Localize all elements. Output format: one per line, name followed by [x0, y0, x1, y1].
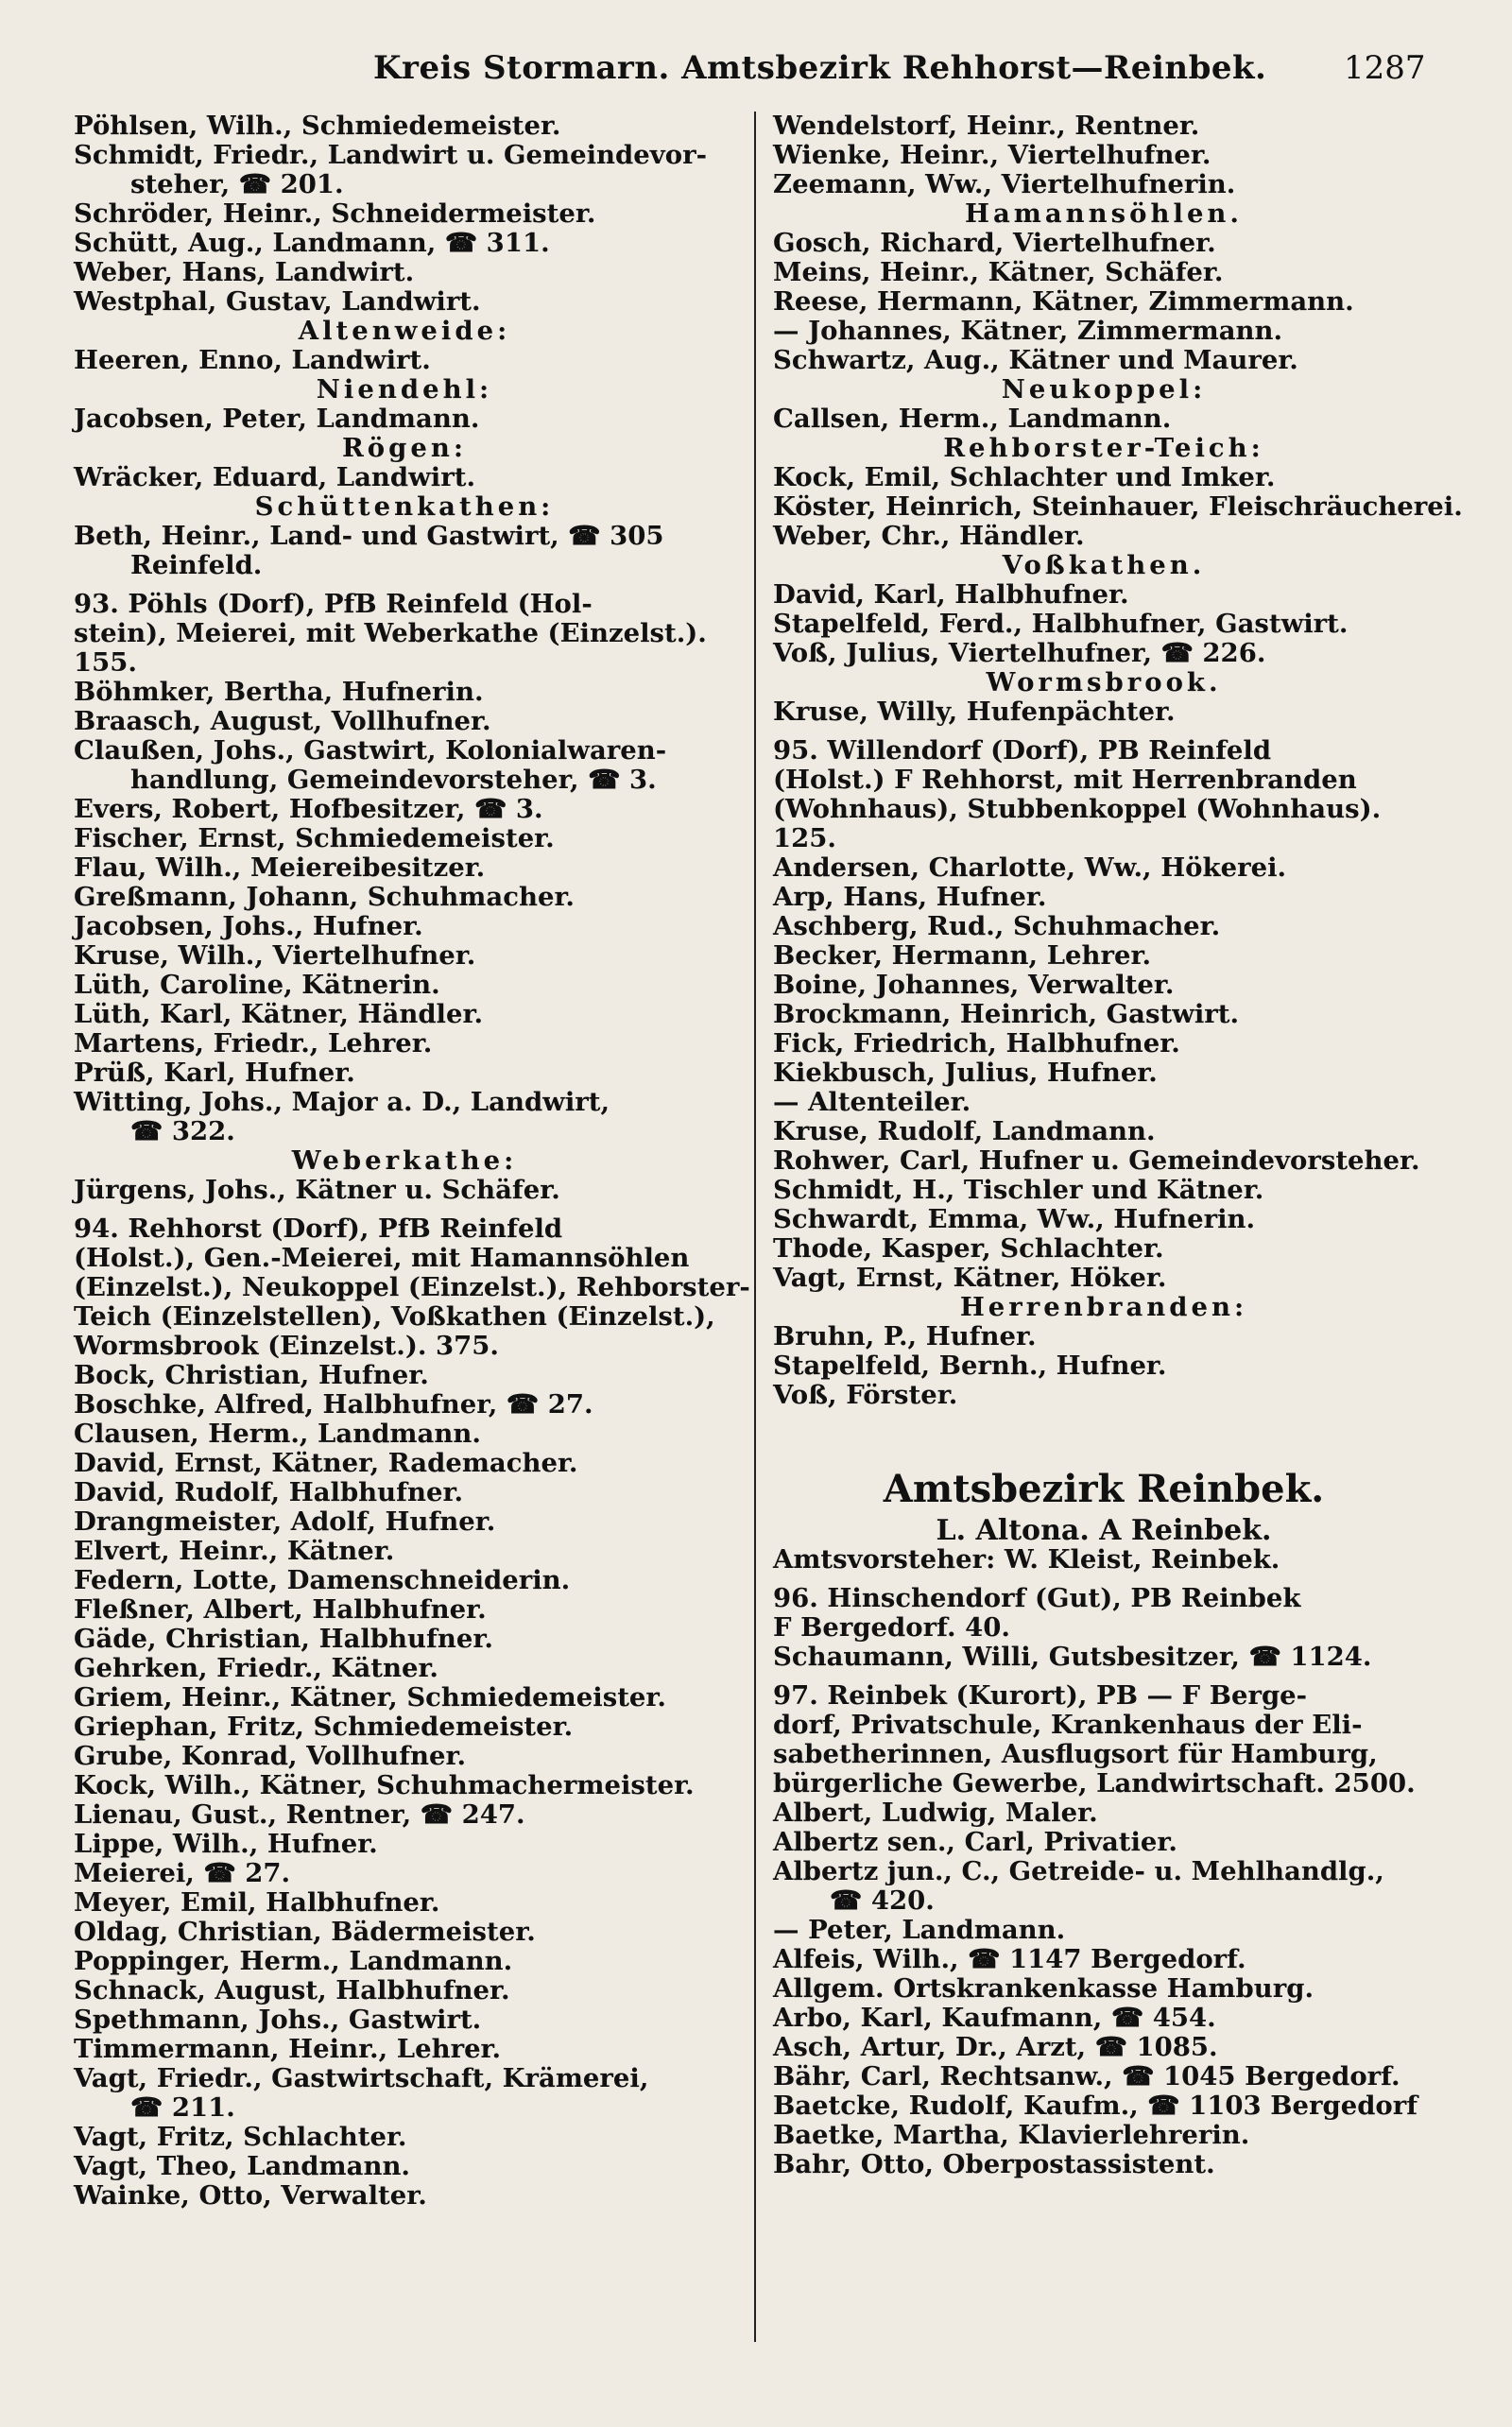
directory-line: Grube, Konrad, Vollhufner. [74, 1741, 467, 1771]
directory-line: (Einzelst.), Neukoppel (Einzelst.), Rehborster- [74, 1272, 750, 1302]
directory-line: Meyer, Emil, Halbhufner. [74, 1887, 440, 1918]
locality-heading: Voßkathen. [1002, 550, 1206, 580]
directory-line: Flau, Wilh., Meiereibesitzer. [74, 852, 486, 883]
locality-heading: Herrenbranden: [959, 1292, 1248, 1322]
directory-line: Gosch, Richard, Viertelhufner. [773, 228, 1216, 258]
directory-line: Baetcke, Rudolf, Kaufm., ☎ 1103 Bergedorf [773, 2091, 1418, 2121]
directory-line: Meierei, ☎ 27. [74, 1858, 291, 1888]
directory-line: Reese, Hermann, Kätner, Zimmermann. [773, 286, 1354, 317]
directory-line: Reinfeld. [130, 550, 263, 580]
directory-line: Rohwer, Carl, Hufner u. Gemeindevorsteher. [773, 1145, 1420, 1176]
directory-line: Kruse, Wilh., Viertelhufner. [74, 940, 476, 971]
directory-line: Weber, Hans, Landwirt. [74, 257, 415, 287]
directory-line: Meins, Heinr., Kätner, Schäfer. [773, 257, 1224, 287]
locality-heading: Rehborster-Teich: [943, 433, 1264, 463]
directory-line: Fleßner, Albert, Halbhufner. [74, 1594, 487, 1625]
directory-line: Spethmann, Johs., Gastwirt. [74, 2005, 482, 2035]
directory-line: (Holst.), Gen.-Meierei, mit Hamannsöhlen [74, 1243, 690, 1273]
directory-line: Bock, Christian, Hufner. [74, 1360, 429, 1390]
directory-line: Weber, Chr., Händler. [773, 521, 1085, 551]
directory-line: Albertz jun., C., Getreide- u. Mehlhandlg., [773, 1856, 1384, 1886]
directory-line: Voß, Julius, Viertelhufner, ☎ 226. [773, 638, 1266, 668]
directory-line: Arp, Hans, Hufner. [773, 882, 1047, 912]
directory-line: Lüth, Karl, Kätner, Händler. [74, 999, 484, 1029]
directory-line: Witting, Johs., Major a. D., Landwirt, [74, 1087, 610, 1117]
directory-line: Martens, Friedr., Lehrer. [74, 1028, 433, 1059]
directory-line: Lippe, Wilh., Hufner. [74, 1829, 378, 1859]
locality-heading: Hamannsöhlen. [964, 198, 1244, 229]
directory-line: Lüth, Caroline, Kätnerin. [74, 970, 440, 1000]
directory-line: Griephan, Fritz, Schmiedemeister. [74, 1712, 574, 1742]
locality-heading: Wormsbrook. [986, 667, 1222, 697]
directory-line: Greßmann, Johann, Schuhmacher. [74, 882, 575, 912]
directory-line: Thode, Kasper, Schlachter. [773, 1233, 1164, 1264]
place-entry-heading: 97. Reinbek (Kurort), PB — F Berge- [773, 1680, 1308, 1711]
directory-line: 155. [74, 647, 137, 678]
directory-line: David, Ernst, Kätner, Rademacher. [74, 1448, 578, 1478]
directory-line: F Bergedorf. 40. [773, 1612, 1010, 1643]
directory-line: (Wohnhaus), Stubbenkoppel (Wohnhaus). [773, 794, 1382, 824]
place-entry-heading: 95. Willendorf (Dorf), PB Reinfeld [773, 735, 1272, 766]
directory-line: David, Karl, Halbhufner. [773, 579, 1129, 610]
directory-line: Westphal, Gustav, Landwirt. [74, 286, 481, 317]
running-title: Kreis Stormarn. Amtsbezirk Rehhorst—Reinbek. [373, 49, 1267, 87]
directory-line: Schmidt, Friedr., Landwirt u. Gemeindevor- [74, 140, 707, 170]
directory-line: Braasch, August, Vollhufner. [74, 706, 491, 736]
directory-line: Schwartz, Aug., Kätner und Maurer. [773, 345, 1298, 375]
column-divider [754, 112, 756, 2342]
directory-line: Elvert, Heinr., Kätner. [74, 1536, 395, 1566]
directory-line: Boschke, Alfred, Halbhufner, ☎ 27. [74, 1389, 593, 1420]
directory-line: Wendelstorf, Heinr., Rentner. [773, 111, 1200, 141]
directory-line: Voß, Förster. [773, 1380, 958, 1410]
directory-line: Baetke, Martha, Klavierlehrerin. [773, 2120, 1250, 2150]
directory-line: Timmermann, Heinr., Lehrer. [74, 2034, 502, 2064]
directory-line: Schröder, Heinr., Schneidermeister. [74, 198, 596, 229]
directory-line: stein), Meierei, mit Weberkathe (Einzelst.). [74, 618, 707, 648]
directory-line: Fick, Friedrich, Halbhufner. [773, 1028, 1180, 1059]
directory-line: Gehrken, Friedr., Kätner. [74, 1653, 438, 1683]
directory-line: — Peter, Landmann. [773, 1915, 1066, 1945]
directory-line: Kock, Wilh., Kätner, Schuhmachermeister. [74, 1770, 695, 1800]
directory-line: Prüß, Karl, Hufner. [74, 1058, 355, 1088]
directory-line: Vagt, Theo, Landmann. [74, 2151, 411, 2181]
directory-line: Andersen, Charlotte, Ww., Hökerei. [773, 852, 1287, 883]
directory-line: Wienke, Heinr., Viertelhufner. [773, 140, 1211, 170]
locality-heading: Schüttenkathen: [254, 491, 555, 522]
directory-line: Vagt, Fritz, Schlachter. [74, 2122, 407, 2152]
directory-line: (Holst.) F Rehhorst, mit Herrenbranden [773, 765, 1357, 795]
directory-line: Wräcker, Eduard, Landwirt. [74, 462, 476, 492]
directory-line: ☎ 420. [830, 1885, 935, 1916]
directory-line: Fischer, Ernst, Schmiedemeister. [74, 823, 555, 853]
directory-line: Boine, Johannes, Verwalter. [773, 970, 1175, 1000]
directory-line: Gäde, Christian, Halbhufner. [74, 1624, 493, 1654]
directory-line: Drangmeister, Adolf, Hufner. [74, 1506, 496, 1537]
directory-line: David, Rudolf, Halbhufner. [74, 1477, 464, 1507]
directory-line: Callsen, Herm., Landmann. [773, 404, 1172, 434]
place-entry-heading: 94. Rehhorst (Dorf), PfB Reinfeld [74, 1214, 563, 1244]
directory-line: Schmidt, H., Tischler und Kätner. [773, 1175, 1264, 1205]
directory-line: Albert, Ludwig, Maler. [773, 1798, 1098, 1828]
directory-line: Griem, Heinr., Kätner, Schmiedemeister. [74, 1682, 666, 1713]
directory-line: Vagt, Friedr., Gastwirtschaft, Krämerei, [74, 2063, 649, 2093]
directory-line: Wormsbrook (Einzelst.). 375. [74, 1331, 499, 1361]
directory-line: Kock, Emil, Schlachter und Imker. [773, 462, 1276, 492]
directory-line: Jacobsen, Johs., Hufner. [74, 911, 423, 941]
directory-line: Vagt, Ernst, Kätner, Höker. [773, 1263, 1167, 1293]
directory-line: Lienau, Gust., Rentner, ☎ 247. [74, 1799, 525, 1830]
directory-line: 125. [773, 823, 836, 853]
directory-line: steher, ☎ 201. [130, 169, 344, 199]
directory-line: Beth, Heinr., Land- und Gastwirt, ☎ 305 [74, 521, 664, 551]
directory-line: Kiekbusch, Julius, Hufner. [773, 1058, 1158, 1088]
directory-line: Bahr, Otto, Oberpostassistent. [773, 2149, 1215, 2179]
directory-line: Schaumann, Willi, Gutsbesitzer, ☎ 1124. [773, 1642, 1372, 1672]
locality-heading: Niendehl: [316, 374, 493, 404]
directory-line: Aschberg, Rud., Schuhmacher. [773, 911, 1221, 941]
directory-line: ☎ 322. [130, 1116, 235, 1146]
directory-line: Jacobsen, Peter, Landmann. [74, 404, 480, 434]
directory-line: Poppinger, Herm., Landmann. [74, 1946, 513, 1976]
directory-line: — Johannes, Kätner, Zimmermann. [773, 316, 1283, 346]
locality-heading: Altenweide: [298, 316, 511, 346]
directory-line: Jürgens, Johs., Kätner u. Schäfer. [74, 1175, 560, 1205]
directory-line: Clausen, Herm., Landmann. [74, 1419, 481, 1449]
directory-line: — Altenteiler. [773, 1087, 971, 1117]
directory-line: Schütt, Aug., Landmann, ☎ 311. [74, 228, 550, 258]
directory-line: Schnack, August, Halbhufner. [74, 1975, 510, 2005]
directory-line: Albertz sen., Carl, Privatier. [773, 1827, 1177, 1857]
directory-line: Amtsvorsteher: W. Kleist, Reinbek. [773, 1544, 1280, 1575]
directory-line: Evers, Robert, Hofbesitzer, ☎ 3. [74, 794, 543, 824]
directory-line: Kruse, Rudolf, Landmann. [773, 1116, 1156, 1146]
district-subheading: L. Altona. A Reinbek. [936, 1514, 1272, 1547]
directory-line: handlung, Gemeindevorsteher, ☎ 3. [130, 765, 657, 795]
directory-line: Heeren, Enno, Landwirt. [74, 345, 431, 375]
directory-line: Becker, Hermann, Lehrer. [773, 940, 1152, 971]
directory-line: Böhmker, Bertha, Hufnerin. [74, 677, 484, 707]
directory-line: Bruhn, P., Hufner. [773, 1321, 1037, 1351]
left-column [74, 111, 750, 2211]
locality-heading: Weberkathe: [291, 1145, 518, 1176]
directory-line: Stapelfeld, Bernh., Hufner. [773, 1351, 1167, 1381]
right-column [773, 111, 1463, 2179]
directory-line: Federn, Lotte, Damenschneiderin. [74, 1565, 571, 1595]
directory-line: dorf, Privatschule, Krankenhaus der Eli- [773, 1710, 1363, 1740]
directory-line: Claußen, Johs., Gastwirt, Kolonialwaren- [74, 735, 667, 766]
page-number: 1287 [1344, 49, 1426, 87]
directory-line: Allgem. Ortskrankenkasse Hamburg. [773, 1973, 1314, 2004]
directory-line: Asch, Artur, Dr., Arzt, ☎ 1085. [773, 2032, 1218, 2062]
directory-line: bürgerliche Gewerbe, Landwirtschaft. 2500. [773, 1768, 1416, 1799]
place-entry-heading: 93. Pöhls (Dorf), PfB Reinfeld (Hol- [74, 589, 593, 619]
directory-line: Stapelfeld, Ferd., Halbhufner, Gastwirt. [773, 609, 1349, 639]
directory-line: Alfeis, Wilh., ☎ 1147 Bergedorf. [773, 1944, 1246, 1974]
directory-line: Wainke, Otto, Verwalter. [74, 2180, 427, 2211]
directory-line: sabetherinnen, Ausflugsort für Hamburg, [773, 1739, 1378, 1769]
directory-line: Oldag, Christian, Bädermeister. [74, 1917, 536, 1947]
directory-line: Kruse, Willy, Hufenpächter. [773, 697, 1176, 727]
directory-line: Bähr, Carl, Rechtsanw., ☎ 1045 Bergedorf. [773, 2061, 1400, 2091]
place-entry-heading: 96. Hinschendorf (Gut), PB Reinbek [773, 1583, 1301, 1613]
district-heading: Amtsbezirk Reinbek. [883, 1467, 1325, 1511]
directory-line: ☎ 211. [130, 2092, 235, 2123]
locality-heading: Rögen: [341, 433, 468, 463]
directory-line: Köster, Heinrich, Steinhauer, Fleischräucherei. [773, 491, 1463, 522]
directory-line: Arbo, Karl, Kaufmann, ☎ 454. [773, 2003, 1216, 2033]
directory-line: Zeemann, Ww., Viertelhufnerin. [773, 169, 1236, 199]
directory-line: Schwardt, Emma, Ww., Hufnerin. [773, 1204, 1256, 1234]
directory-line: Pöhlsen, Wilh., Schmiedemeister. [74, 111, 561, 141]
directory-line: Teich (Einzelstellen), Voßkathen (Einzelst.), [74, 1301, 715, 1332]
page-header [0, 38, 1512, 95]
locality-heading: Neukoppel: [1001, 374, 1207, 404]
directory-line: Brockmann, Heinrich, Gastwirt. [773, 999, 1240, 1029]
